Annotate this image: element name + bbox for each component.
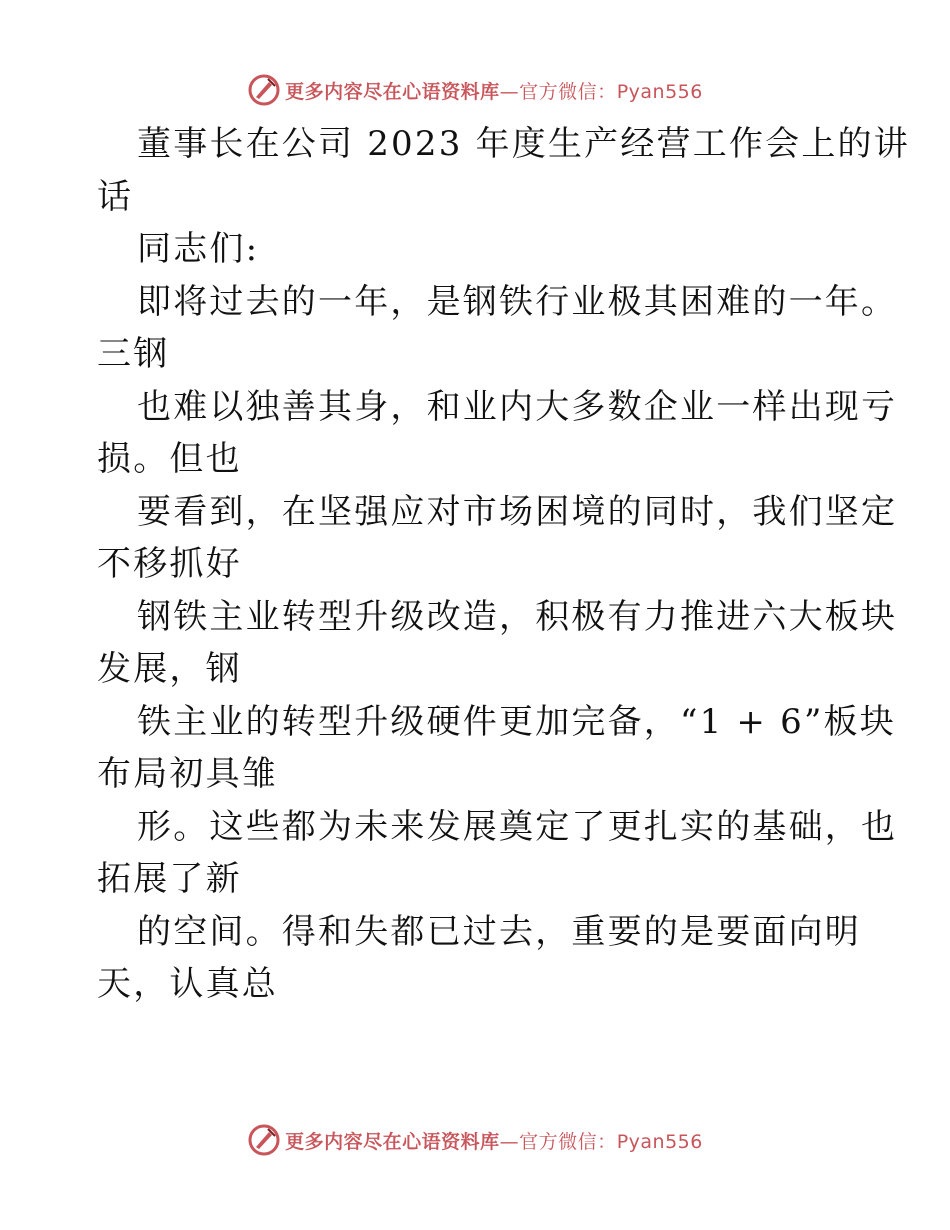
doc-line: 也难以独善其身，和业内大多数企业一样出现亏	[137, 386, 898, 427]
doc-line: 形。这些都为未来发展奠定了更扎实的基础，也	[137, 806, 898, 847]
footer-watermark	[0, 1120, 950, 1160]
doc-line: 即将过去的一年，是钢铁行业极其困难的一年。	[137, 281, 898, 322]
doc-line: 损。但也	[97, 439, 242, 479]
doc-line: 要看到，在坚强应对市场困境的同时，我们坚定	[137, 491, 898, 532]
watermark-text	[285, 1127, 703, 1154]
doc-title-line: 董事长在公司 2023 年度生产经营工作会上的讲	[137, 124, 910, 164]
doc-line: 布局初具雏	[97, 754, 278, 794]
doc-line: 天，认真总	[97, 964, 278, 1004]
quill-seal-icon	[247, 1123, 281, 1157]
quill-seal-icon	[247, 73, 281, 107]
watermark-dash: —	[499, 1130, 520, 1153]
header-watermark	[0, 70, 950, 110]
watermark-wechat-label: 官方微信：	[519, 80, 617, 103]
doc-line: 钢铁主业转型升级改造，积极有力推进六大板块	[137, 596, 898, 637]
doc-line: 不移抓好	[97, 544, 242, 584]
watermark-wechat-id: Pyan556	[616, 1130, 703, 1153]
watermark-wechat-label: 官方微信：	[519, 1130, 617, 1153]
doc-line: 发展，钢	[97, 649, 242, 689]
watermark-text	[285, 77, 703, 104]
watermark-main-text: 更多内容尽在心语资料库	[285, 1130, 500, 1153]
doc-salutation: 同志们:	[137, 229, 260, 269]
doc-line: 三钢	[97, 334, 170, 374]
watermark-dash: —	[499, 80, 520, 103]
doc-line: 铁主业的转型升级硬件更加完备，“1 + 6”板块	[137, 701, 896, 742]
watermark-wechat-id: Pyan556	[616, 80, 703, 103]
document-body	[97, 118, 910, 1011]
doc-title-line-cont: 话	[97, 176, 134, 217]
doc-line: 的空间。得和失都已过去，重要的是要面向明	[137, 911, 861, 952]
doc-line: 拓展了新	[97, 859, 242, 899]
watermark-main-text: 更多内容尽在心语资料库	[285, 80, 500, 103]
